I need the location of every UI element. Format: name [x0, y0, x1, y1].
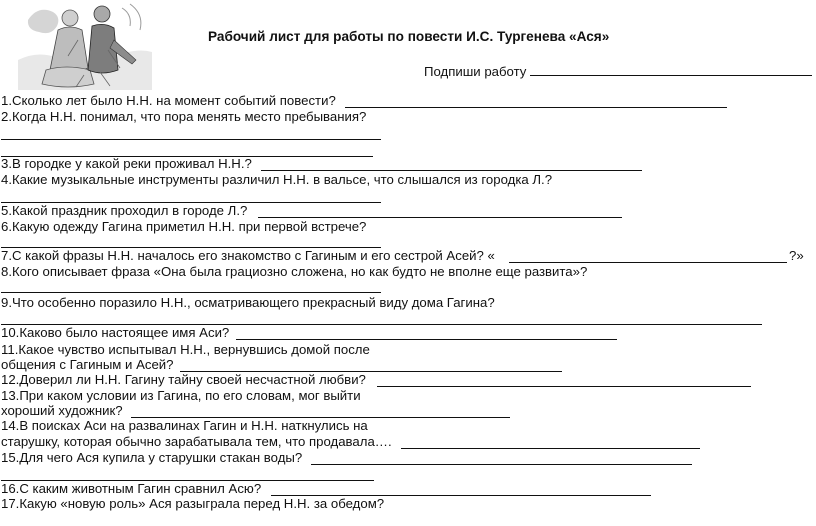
question-6: 6.Какую одежду Гагина приметил Н.Н. при первой встрече? [1, 219, 367, 234]
answer-line-12[interactable] [377, 386, 751, 387]
question-1: 1.Сколько лет было Н.Н. на момент событий повести? [1, 93, 336, 108]
question-13-line-1: 13.При каком условии из Гагина, по его словам, мог выйти [1, 388, 361, 403]
signature-field[interactable] [530, 64, 812, 76]
question-3: 3.В городке у какой реки проживал Н.Н.? [1, 156, 252, 171]
question-15: 15.Для чего Ася купила у старушки стакан воды? [1, 450, 303, 465]
question-11-line-2: общения с Гагиным и Асей? [1, 357, 174, 372]
signature-label: Подпиши работу [424, 64, 527, 79]
answer-line-8[interactable] [1, 292, 381, 293]
question-8: 8.Кого описывает фраза «Она была грациозно сложена, но как будто не вполне еще развита»? [1, 264, 588, 279]
answer-line-3[interactable] [261, 170, 642, 171]
question-4: 4.Какие музыкальные инструменты различил Н.Н. в вальсе, что слышался из городка Л.? [1, 172, 553, 187]
question-14-line-2: старушку, которая обычно зарабатывала тем, что продавала…. [1, 434, 392, 449]
signature-row [424, 64, 812, 79]
answer-line-7[interactable] [509, 262, 787, 263]
question-17: 17.Какую «новую роль» Ася разыграла перед Н.Н. за обедом? [1, 496, 385, 511]
question-16: 16.С каким животным Гагин сравнил Асю? [1, 481, 262, 496]
answer-line-1[interactable] [345, 107, 727, 108]
question-14-line-1: 14.В поисках Аси на развалинах Гагин и Н.Н. наткнулись на [1, 418, 368, 433]
page-title: Рабочий лист для работы по повести И.С. Тургенева «Ася» [208, 29, 610, 44]
question-13-line-2: хороший художник? [1, 403, 123, 418]
answer-line-15a[interactable] [311, 464, 692, 465]
couple-illustration-icon [18, 0, 152, 90]
question-7: 7.С какой фразы Н.Н. началось его знакомство с Гагиным и его сестрой Асей? « [1, 248, 495, 263]
question-7-end: ?» [789, 248, 804, 263]
question-5: 5.Какой праздник проходил в городе Л.? [1, 203, 248, 218]
answer-line-14[interactable] [401, 448, 700, 449]
answer-line-2a[interactable] [1, 139, 381, 140]
question-10: 10.Каково было настоящее имя Аси? [1, 325, 230, 340]
answer-line-5[interactable] [258, 217, 622, 218]
question-9: 9.Что особенно поразило Н.Н., осматривающего прекрасный виду дома Гагина? [1, 295, 495, 310]
answer-line-10[interactable] [236, 339, 617, 340]
question-2: 2.Когда Н.Н. понимал, что пора менять место пребывания? [1, 109, 367, 124]
question-11-line-1: 11.Какое чувство испытывал Н.Н., вернувшись домой после [1, 342, 370, 357]
question-12: 12.Доверил ли Н.Н. Гагину тайну своей несчастной любви? [1, 372, 366, 387]
